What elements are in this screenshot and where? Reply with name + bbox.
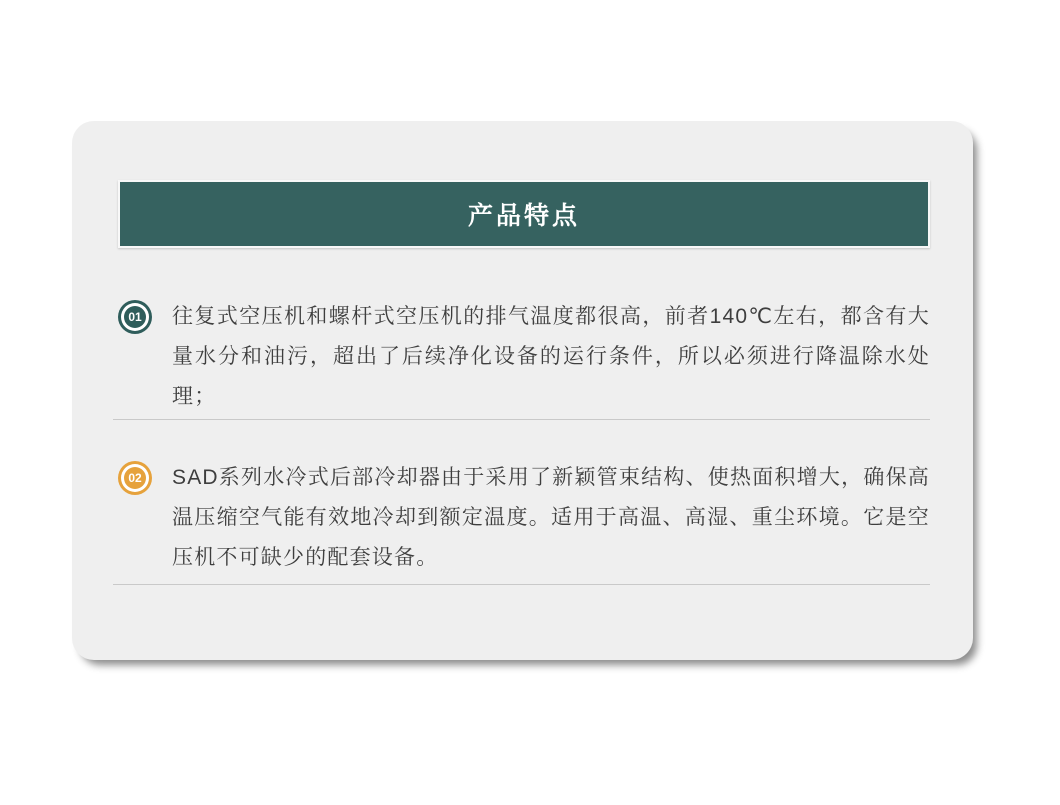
feature-text: 往复式空压机和螺杆式空压机的排气温度都很高，前者140℃左右，都含有大量水分和油污，超出了后续净化设备的运行条件，所以必须进行降温除水处理； (172, 305, 930, 408)
feature-01-badge-icon (118, 300, 152, 334)
badge-number: 02 (124, 467, 146, 489)
feature-item (118, 297, 930, 417)
section-title: 产品特点 (467, 202, 580, 230)
feature-02-badge-icon (118, 461, 152, 495)
product-features-card (72, 121, 973, 660)
badge-number: 01 (124, 306, 146, 328)
section-header (118, 180, 930, 248)
badge-white-ring (121, 464, 149, 492)
feature-item (118, 458, 930, 578)
badge-white-ring (121, 303, 149, 331)
divider (113, 584, 930, 585)
divider (113, 419, 930, 420)
feature-text: SAD系列水冷式后部冷却器由于采用了新颖管束结构、使热面积增大，确保高温压缩空气能有效地冷却到额定温度。适用于高温、高湿、重尘环境。它是空压机不可缺少的配套设备。 (172, 466, 930, 569)
